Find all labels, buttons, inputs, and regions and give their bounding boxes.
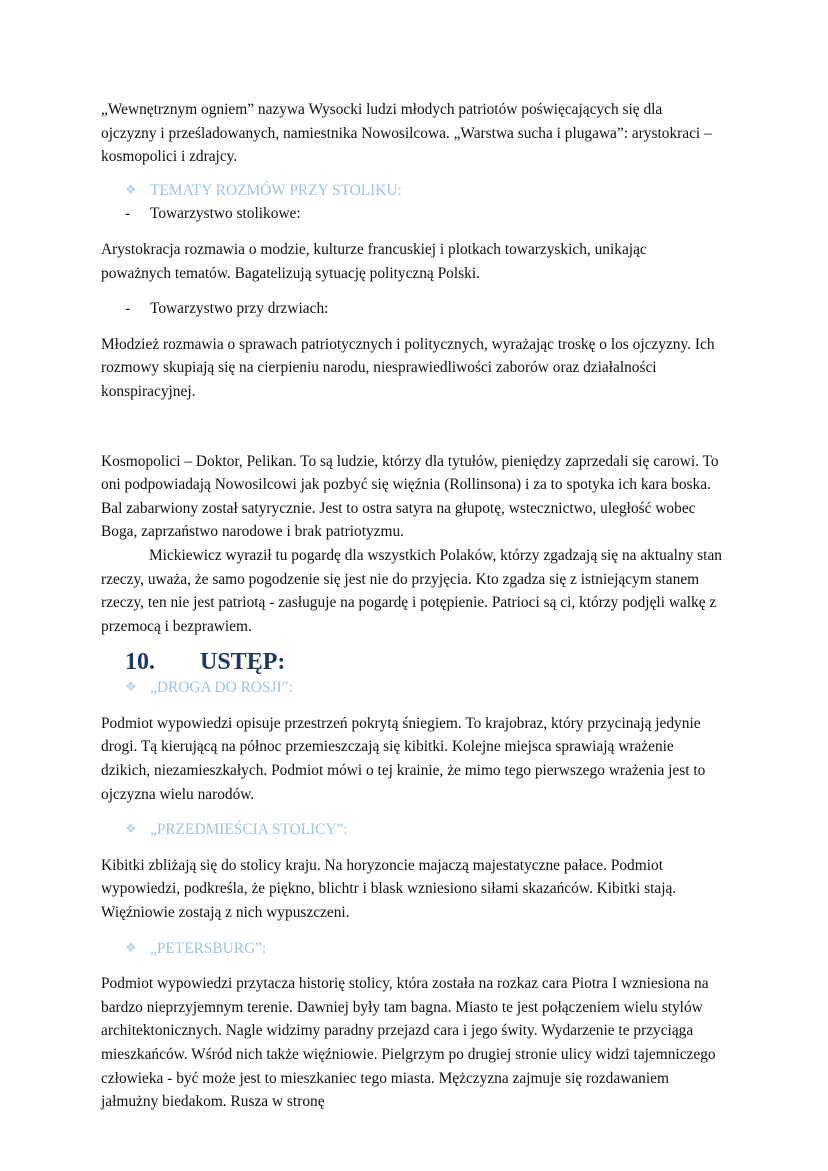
subheading-title: „DROGA DO ROSJI”: (150, 679, 293, 697)
stolikowe-paragraph: Arystokracja rozmawia o modzie, kulturze francuskiej i plotkach towarzyskich, unikając poważnych tematów. Bagatelizują sytuację polityczną Polski. (101, 240, 647, 282)
heading-title: USTĘP: (200, 649, 286, 676)
diamond-bullet-icon: ❖ (125, 940, 137, 956)
list-item-label: Towarzystwo stolikowe: (150, 205, 301, 223)
dash-bullet: - (125, 300, 131, 318)
kosmopolici-paragraph: Kosmopolici – Doktor, Pelikan. To są ludzie, którzy dla tytułów, pieniędzy zaprzedali się carowi. To oni podpowiadają Nowosilcowi jak pozbyć się więźnia (Rollinsona) i za to spotyka ich kara boska. Bal zabarwiony został satyrycznie. Jest to ostra satyra na głupotę, wstecznictwo, uległość wobec Boga, zaprzaństwo narodowe i brak patriotyzmu. (101, 452, 719, 541)
subheading-droga (101, 676, 729, 700)
subheading-title: TEMATY ROZMÓW PRZY STOLIKU: (150, 181, 402, 199)
diamond-bullet-icon: ❖ (125, 182, 137, 198)
subheading-petersburg (101, 937, 729, 961)
intro-paragraph: „Wewnętrznym ogniem” nazywa Wysocki ludzi młodych patriotów poświęcających się dla ojczyzny i prześladowanych, namiestnika Nowosilcowa. „Warstwa sucha i plugawa”: arystokraci – kosmopolici i zdrajcy. (101, 101, 712, 166)
document-page (101, 98, 729, 1114)
section-heading (101, 648, 729, 676)
subheading-title: „PRZEDMIEŚCIA STOLICY”: (150, 821, 348, 839)
przedmiescia-paragraph: Kibitki zbliżają się do stolicy kraju. Na horyzoncie majaczą majestatyczne pałace. Podmiot wypowiedzi, podkreśla, że piękno, blichtr i blask wzniesiono siłami skazańców. Kibitki stają. Więźniowie zostają z nich wypuszczeni. (101, 856, 677, 922)
drzwi-paragraph: Młodzież rozmawia o sprawach patriotycznych i politycznych, wyrażając troskę o los ojczyzny. Ich rozmowy skupiają się na cierpieniu narodu, niesprawiedliwości zaborów oraz działalności konspiracyjnej. (101, 335, 715, 400)
petersburg-paragraph: Podmiot wypowiedzi przytacza historię stolicy, która została na rozkaz cara Piotra I wzniesiona na bardzo nieprzyjemnym terenie. Dawniej były tam bagna. Miasto te jest połączeniem wielu stylów architektonicznych. Nagle widzimy paradny przejazd cara i jego świty. Wydarzenie te przyciąga mieszkańców. Wśród nich także więźniowie. Pielgrzym po drugiej stronie ulicy widzi tajemniczego człowieka - być może jest to mieszkaniec tego miasta. Mężczyzna zajmuje się rozdawaniem jałmużny biedakom. Rusza w stronę (101, 975, 716, 1111)
dash-bullet: - (125, 205, 131, 223)
diamond-bullet-icon: ❖ (125, 822, 137, 838)
subheading-przedmiescia (101, 818, 729, 842)
mickiewicz-paragraph: Mickiewicz wyraził tu pogardę dla wszystkich Polaków, którzy zgadzają się na aktualny stan rzeczy, uważa, że samo pogodzenie się jest nie do przyjęcia. Kto zgadza się z istniejącym stanem rzeczy, ten nie jest patriotą - zasługuje na pogardę i potępienie. Patrioci są ci, którzy podjęli walkę z przemocą i bezprawiem. (101, 546, 722, 635)
subheading-tematy (101, 179, 729, 203)
droga-paragraph: Podmiot wypowiedzi opisuje przestrzeń pokrytą śniegiem. To krajobraz, który przycinają jedynie drogi. Tą kierującą na północ przemieszczają się kibitki. Kolejne miejsca sprawiają wrażenie dzikich, niezamieszkałych. Podmiot mówi o tej krainie, że mimo tego pierwszego wrażenia jest to ojczyzna wielu narodów. (101, 714, 706, 803)
diamond-bullet-icon: ❖ (125, 680, 137, 696)
heading-number: 10. (125, 649, 155, 676)
subheading-title: „PETERSBURG”: (150, 939, 267, 957)
list-item-stolikowe (101, 202, 729, 226)
list-item-label: Towarzystwo przy drzwiach: (150, 300, 329, 318)
list-item-drzwi (101, 297, 729, 321)
